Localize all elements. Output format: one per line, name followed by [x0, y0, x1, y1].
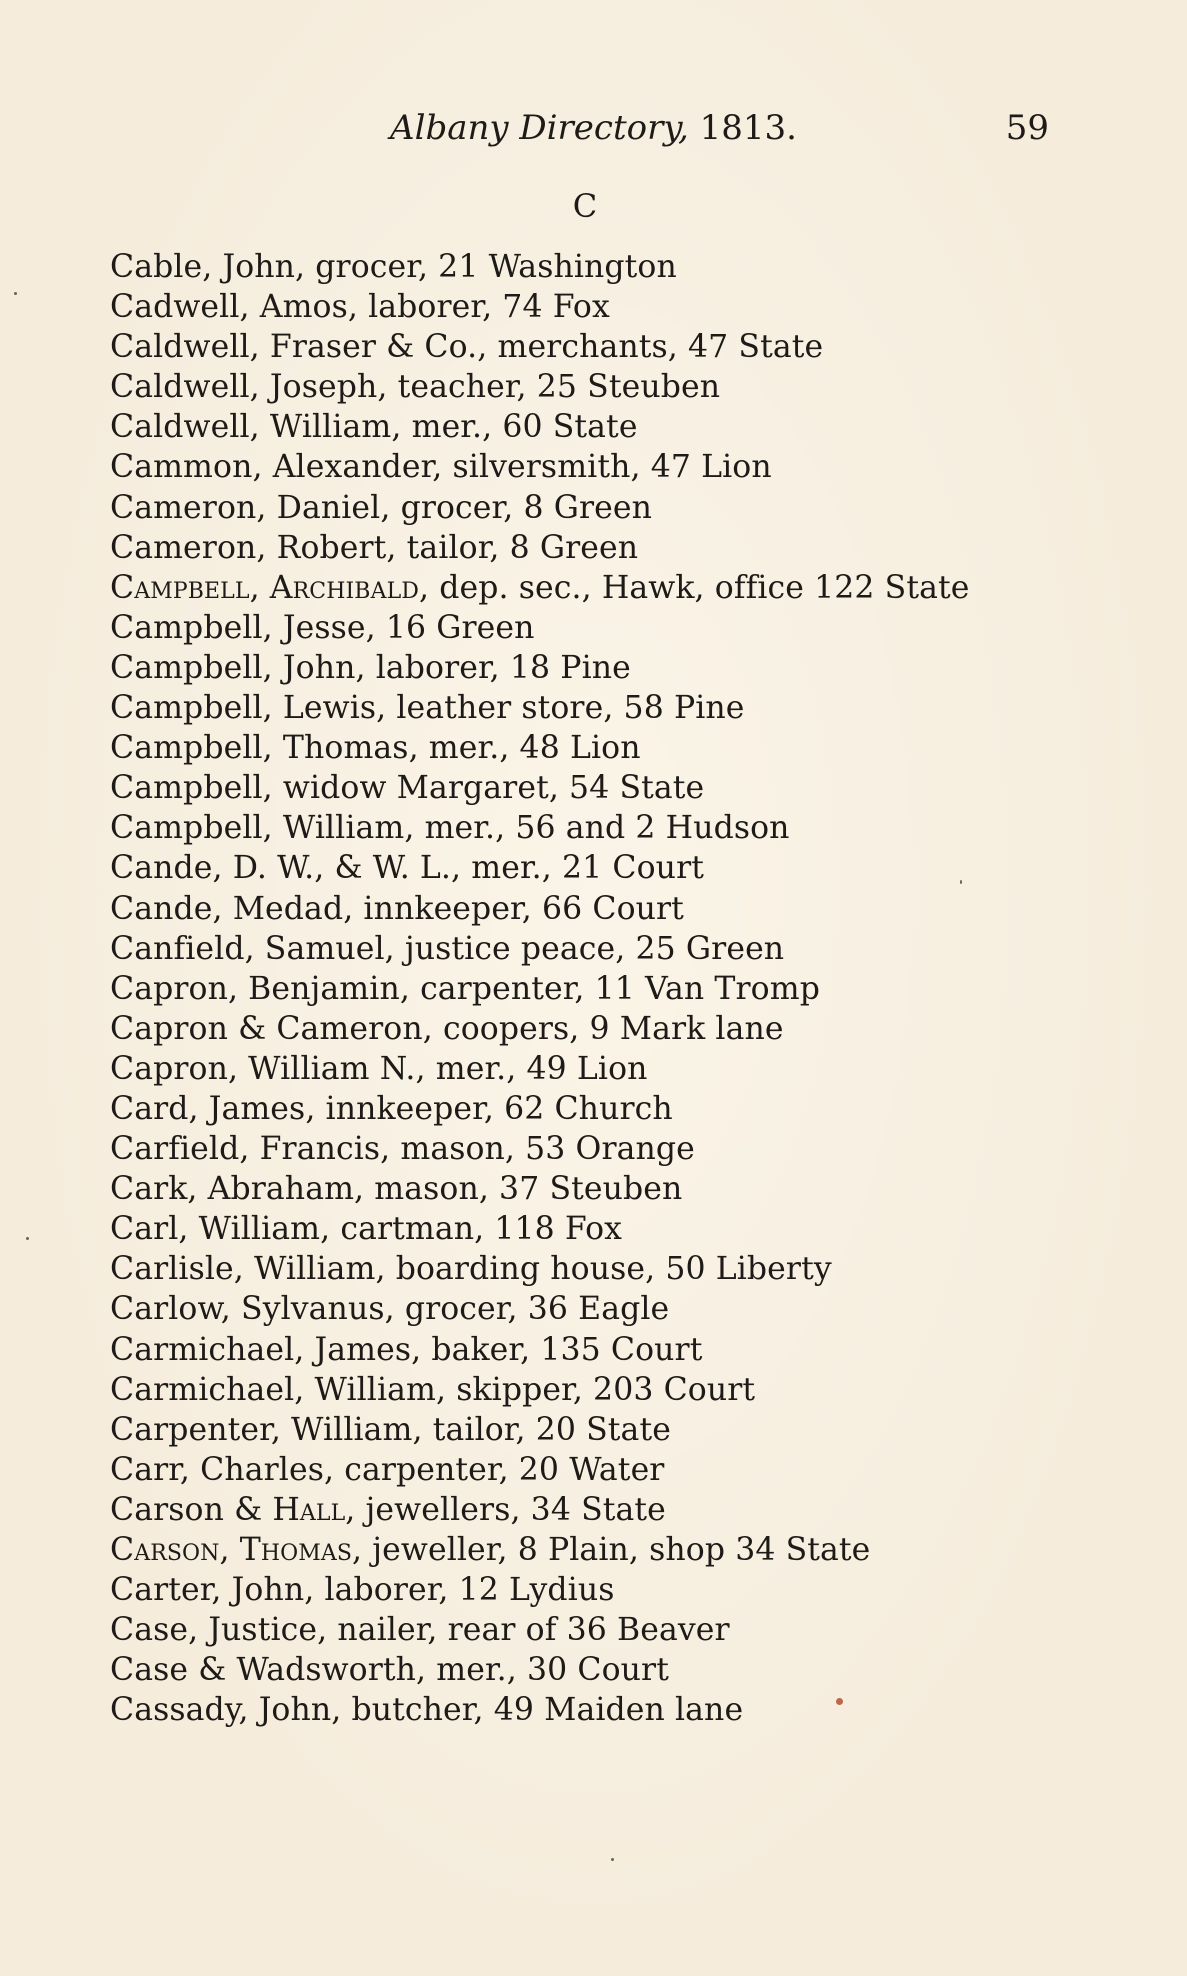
directory-entry — [110, 1330, 1110, 1370]
directory-entry — [110, 488, 1110, 528]
directory-entry — [110, 247, 1110, 287]
entry-text: Carpenter, William, tailor, 20 State — [110, 1411, 671, 1448]
directory-entry — [110, 608, 1110, 648]
directory-entry — [110, 1370, 1110, 1410]
directory-entry — [110, 1450, 1110, 1490]
directory-entry — [110, 367, 1110, 407]
directory-entry — [110, 407, 1110, 447]
directory-entry — [110, 528, 1110, 568]
paper-speck — [960, 880, 962, 884]
directory-entry — [110, 768, 1110, 808]
entry-text: Cadwell, Amos, laborer, 74 Fox — [110, 289, 610, 326]
directory-entry — [110, 1169, 1110, 1209]
directory-entry — [110, 447, 1110, 487]
entry-text: Capron & Cameron, coopers, 9 Mark lane — [110, 1010, 784, 1047]
entry-text: jeweller, 8 Plain, shop 34 State — [362, 1532, 871, 1568]
directory-entry — [110, 1690, 1110, 1730]
entry-text: Cameron, Daniel, grocer, 8 Green — [110, 489, 653, 526]
entry-text: Carlisle, William, boarding house, 50 Liberty — [110, 1251, 832, 1288]
directory-entry — [110, 688, 1110, 728]
directory-entry — [110, 1009, 1110, 1049]
directory-entry — [110, 1049, 1110, 1089]
entry-text: Carr, Charles, carpenter, 20 Water — [110, 1451, 665, 1488]
entry-text: Cassady, John, butcher, 49 Maiden lane — [110, 1692, 744, 1729]
directory-entry — [110, 1289, 1110, 1329]
directory-entry — [110, 287, 1110, 327]
directory-entries — [110, 247, 1110, 1730]
section-letter: C — [572, 187, 598, 225]
running-title-year: 1813. — [699, 108, 797, 148]
directory-entry — [110, 1490, 1110, 1530]
page-number: 59 — [1005, 108, 1049, 148]
entry-text: Carl, William, cartman, 118 Fox — [110, 1211, 623, 1248]
paper-speck — [836, 1698, 843, 1705]
directory-entry — [110, 1570, 1110, 1610]
entry-text: Caldwell, Fraser & Co., merchants, 47 State — [110, 329, 824, 366]
page-header — [0, 104, 1187, 152]
entry-text: Cande, Medad, innkeeper, 66 Court — [110, 890, 684, 927]
entry-text: Cark, Abraham, mason, 37 Steuben — [110, 1171, 683, 1208]
directory-entry — [110, 1650, 1110, 1690]
directory-entry — [110, 327, 1110, 367]
paper-speck — [26, 1237, 29, 1240]
entry-text: Cammon, Alexander, silversmith, 47 Lion — [110, 449, 772, 486]
entry-text: Capron, William N., mer., 49 Lion — [110, 1050, 648, 1087]
entry-text: Carmichael, James, baker, 135 Court — [110, 1331, 703, 1368]
directory-entry — [110, 969, 1110, 1009]
entry-text: Case & Wadsworth, mer., 30 Court — [110, 1652, 669, 1689]
entry-text: Campbell, Lewis, leather store, 58 Pine — [110, 690, 745, 727]
entry-text: Carmichael, William, skipper, 203 Court — [110, 1371, 756, 1408]
entry-text: dep. sec., Hawk, office 122 State — [429, 569, 970, 606]
entry-text: Card, James, innkeeper, 62 Church — [110, 1090, 673, 1127]
directory-entry — [110, 808, 1110, 848]
entry-text: Carlow, Sylvanus, grocer, 36 Eagle — [110, 1291, 670, 1328]
entry-text: Capron, Benjamin, carpenter, 11 Van Tromp — [110, 970, 820, 1007]
entry-text: Cable, John, grocer, 21 Washington — [110, 249, 677, 285]
directory-entry — [110, 1410, 1110, 1450]
entry-name-smallcaps: Campbell, Archibald, — [110, 569, 430, 606]
directory-entry — [110, 1610, 1110, 1650]
directory-entry — [110, 1249, 1110, 1289]
entry-text: Caldwell, William, mer., 60 State — [110, 409, 638, 446]
directory-entry — [110, 1089, 1110, 1129]
entry-text: Campbell, widow Margaret, 54 State — [110, 770, 705, 807]
entry-text: Campbell, Jesse, 16 Green — [110, 609, 535, 646]
entry-text: Campbell, John, laborer, 18 Pine — [110, 649, 631, 686]
running-title-text: Albany Directory, — [390, 108, 689, 148]
entry-text: Carter, John, laborer, 12 Lydius — [110, 1572, 615, 1609]
paper-speck — [611, 1858, 614, 1861]
directory-entry — [110, 929, 1110, 969]
directory-entry — [110, 1209, 1110, 1249]
directory-entry — [110, 568, 1110, 608]
paper-speck — [14, 292, 17, 295]
entry-text: Cameron, Robert, tailor, 8 Green — [110, 529, 639, 566]
entry-text: Case, Justice, nailer, rear of 36 Beaver — [110, 1612, 730, 1649]
entry-text: Campbell, William, mer., 56 and 2 Hudson — [110, 810, 790, 847]
directory-entry — [110, 728, 1110, 768]
directory-entry — [110, 889, 1110, 929]
entry-name-smallcaps: Carson, Thomas, — [110, 1532, 363, 1568]
entry-text: Canfield, Samuel, justice peace, 25 Green — [110, 930, 785, 967]
entry-name-smallcaps: Hall, — [272, 1491, 356, 1528]
entry-text: Caldwell, Joseph, teacher, 25 Steuben — [110, 369, 721, 406]
entry-text: Cande, D. W., & W. L., mer., 21 Court — [110, 850, 704, 887]
entry-text: Carfield, Francis, mason, 53 Orange — [110, 1131, 695, 1168]
directory-entry — [110, 1530, 1110, 1570]
entry-text: Carson & — [110, 1491, 273, 1528]
directory-entry — [110, 648, 1110, 688]
directory-entry — [110, 1129, 1110, 1169]
entry-text: jewellers, 34 State — [355, 1491, 666, 1528]
entry-text: Campbell, Thomas, mer., 48 Lion — [110, 730, 641, 767]
